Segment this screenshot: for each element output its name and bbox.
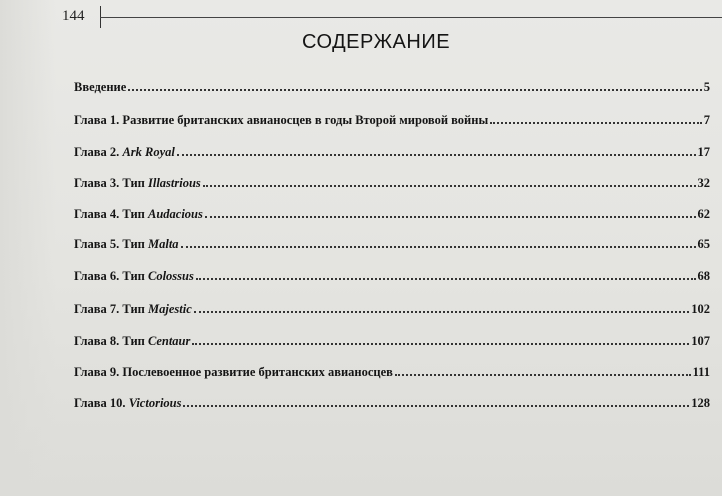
header-horizontal-rule [100,17,722,18]
toc-entry[interactable] [74,264,710,284]
toc-dot-leader [196,277,696,280]
toc-entry[interactable] [74,391,710,411]
toc-entry[interactable] [74,140,710,160]
toc-entry[interactable] [74,329,710,349]
toc-entry-page: 32 [697,176,710,190]
toc-entry-label: Глава 10. Victorious [74,396,182,410]
toc-entry-page: 128 [691,396,710,410]
toc-entry[interactable] [74,108,710,128]
toc-entry-page: 65 [697,237,710,251]
toc-entry-page: 102 [691,302,710,316]
toc-entry-page: 62 [697,207,710,221]
toc-entry-page: 111 [692,365,710,379]
toc-entry[interactable] [74,171,710,191]
toc-dot-leader [194,310,690,313]
toc-entry[interactable] [74,75,710,95]
toc-entry-label: Введение [74,80,127,94]
toc-entry-label: Глава 2. Ark Royal [74,145,175,159]
toc-dot-leader [177,153,696,156]
toc-entry-label: Глава 3. Тип Illastrious [74,176,201,190]
toc-entry-label: Глава 1. Развитие британских авианосцев в годы Второй мировой войны [74,113,489,127]
toc-entry[interactable] [74,232,710,252]
toc-dot-leader [183,404,689,407]
toc-entry-label: Глава 7. Тип Majestic [74,302,192,316]
toc-entry-page: 68 [697,269,710,283]
toc-entry[interactable] [74,360,710,380]
toc-dot-leader [395,373,691,376]
toc-dot-leader [181,245,696,248]
toc-entry-page: 7 [703,113,710,127]
page-title: СОДЕРЖАНИЕ [301,31,451,53]
toc-entry-label: Глава 4. Тип Audacious [74,207,203,221]
toc-entry-label: Глава 6. Тип Colossus [74,269,194,283]
toc-dot-leader [490,121,702,124]
toc-entry-label: Глава 8. Тип Centaur [74,334,191,348]
toc-entry[interactable] [74,297,710,317]
toc-entry-page: 17 [697,145,710,159]
page-number: 144 [62,8,85,24]
page-shadow [0,0,56,496]
toc-entry-page: 5 [703,80,710,94]
toc-dot-leader [205,215,696,218]
toc-dot-leader [192,342,689,345]
page-header [56,6,722,28]
toc-dot-leader [128,88,701,91]
toc-entry[interactable] [74,202,710,222]
toc-entry-label: Глава 5. Тип Malta [74,237,179,251]
toc-entry-label: Глава 9. Послевоенное развитие британских авианосцев [74,365,393,379]
toc-dot-leader [203,184,696,187]
toc-entry-page: 107 [691,334,710,348]
